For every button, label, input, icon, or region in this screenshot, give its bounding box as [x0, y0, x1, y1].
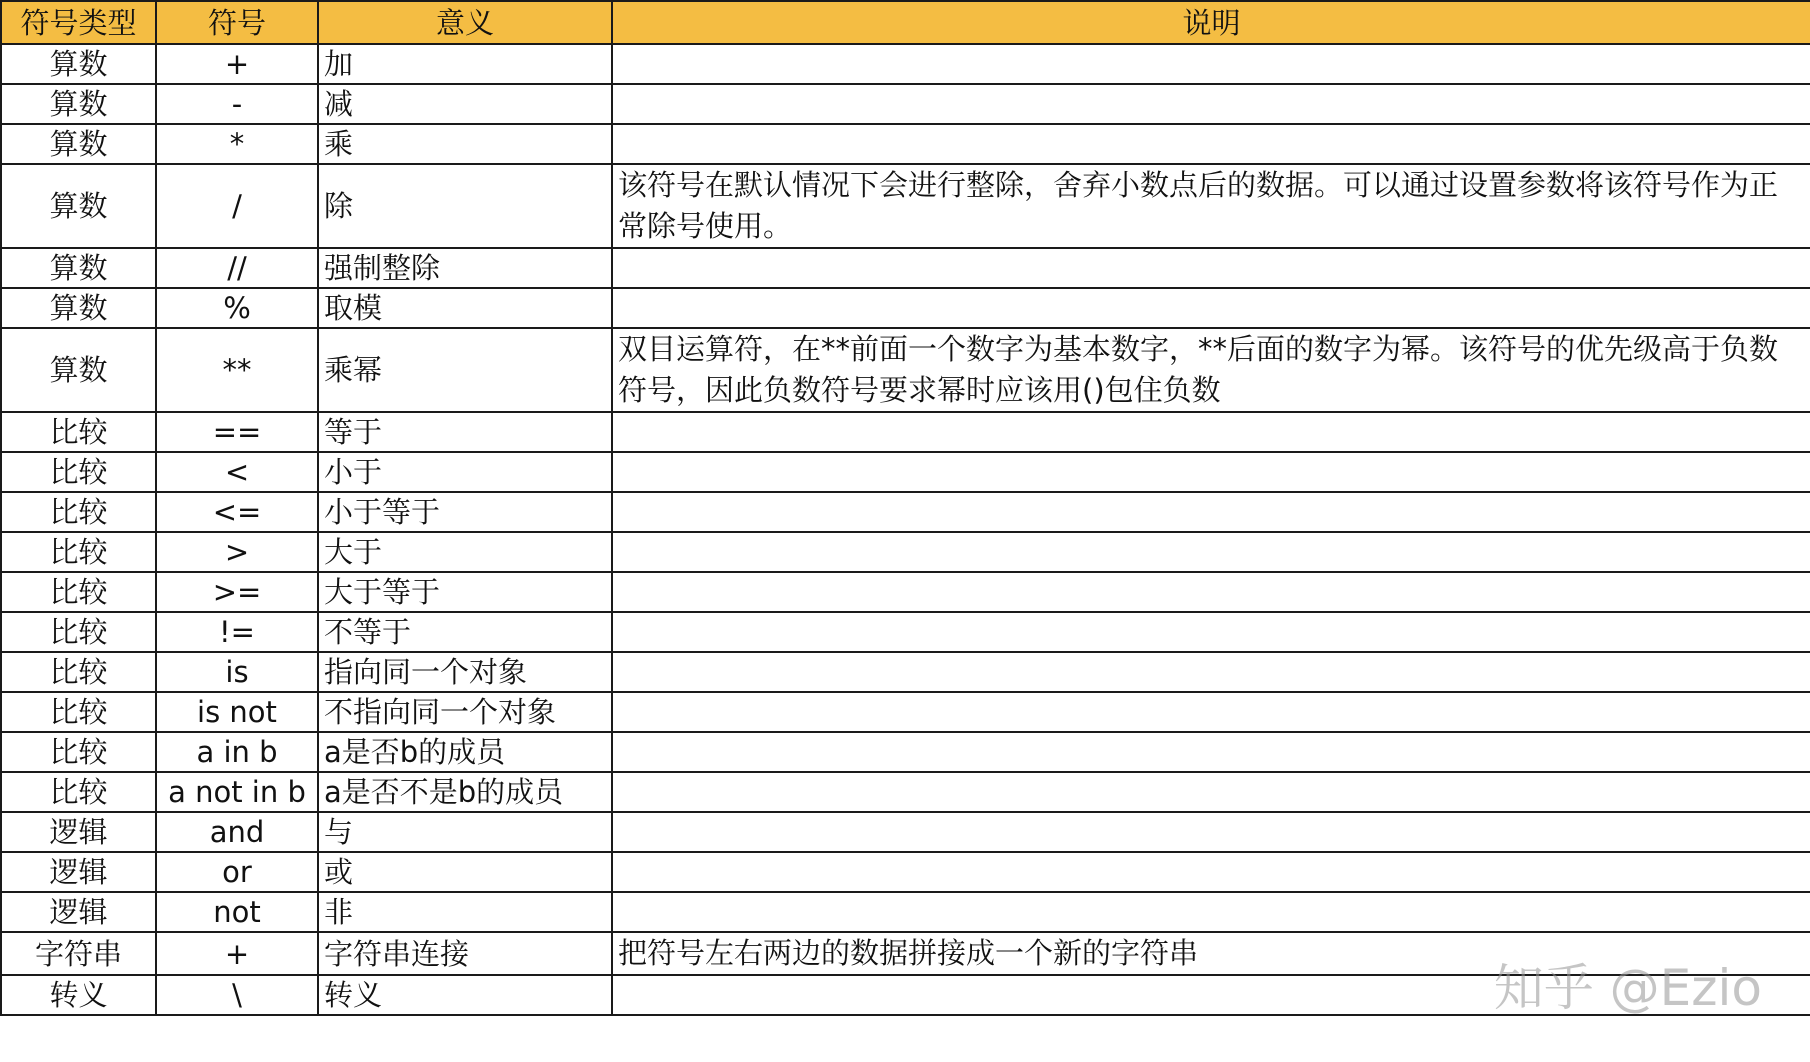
cell-description: [612, 812, 1810, 852]
cell-description: 该符号在默认情况下会进行整除，舍弃小数点后的数据。可以通过设置参数将该符号作为正常除号使用。: [612, 164, 1810, 248]
cell-description: [612, 492, 1810, 532]
cell-description: [612, 452, 1810, 492]
header-row: [1, 1, 1810, 44]
table-row: [1, 248, 1810, 288]
cell-description: [612, 288, 1810, 328]
cell-type: 比较: [1, 692, 156, 732]
cell-type: 比较: [1, 492, 156, 532]
cell-type: 比较: [1, 572, 156, 612]
cell-meaning: 不等于: [318, 612, 612, 652]
header-description: 说明: [612, 1, 1810, 44]
cell-meaning: a是否不是b的成员: [318, 772, 612, 812]
cell-meaning: 大于: [318, 532, 612, 572]
table-row: [1, 692, 1810, 732]
cell-meaning: a是否b的成员: [318, 732, 612, 772]
header-type: 符号类型: [1, 1, 156, 44]
cell-symbol: **: [156, 328, 318, 412]
cell-description: [612, 44, 1810, 84]
table-row: [1, 328, 1810, 412]
table-row: [1, 288, 1810, 328]
cell-symbol: or: [156, 852, 318, 892]
cell-type: 算数: [1, 248, 156, 288]
cell-description: [612, 772, 1810, 812]
cell-meaning: 小于: [318, 452, 612, 492]
table-row: [1, 452, 1810, 492]
table-row: [1, 892, 1810, 932]
cell-type: 算数: [1, 328, 156, 412]
cell-type: 逻辑: [1, 812, 156, 852]
cell-meaning: 强制整除: [318, 248, 612, 288]
cell-meaning: 字符串连接: [318, 932, 612, 975]
cell-type: 比较: [1, 532, 156, 572]
cell-type: 转义: [1, 975, 156, 1015]
cell-symbol: +: [156, 932, 318, 975]
cell-symbol: !=: [156, 612, 318, 652]
cell-description: [612, 612, 1810, 652]
cell-type: 算数: [1, 164, 156, 248]
cell-meaning: 乘幂: [318, 328, 612, 412]
cell-meaning: 小于等于: [318, 492, 612, 532]
cell-meaning: 指向同一个对象: [318, 652, 612, 692]
cell-description: [612, 412, 1810, 452]
cell-symbol: ==: [156, 412, 318, 452]
cell-description: [612, 652, 1810, 692]
table-row: [1, 572, 1810, 612]
cell-meaning: 取模: [318, 288, 612, 328]
cell-symbol: +: [156, 44, 318, 84]
cell-symbol: a in b: [156, 732, 318, 772]
cell-description: [612, 732, 1810, 772]
cell-type: 比较: [1, 652, 156, 692]
cell-description: [612, 975, 1810, 1015]
cell-type: 比较: [1, 772, 156, 812]
watermark: 知乎 @Ezio: [1493, 959, 1762, 1017]
cell-meaning: 不指向同一个对象: [318, 692, 612, 732]
table-row: [1, 932, 1810, 975]
cell-type: 比较: [1, 612, 156, 652]
cell-symbol: -: [156, 84, 318, 124]
cell-symbol: *: [156, 124, 318, 164]
cell-meaning: 等于: [318, 412, 612, 452]
table-row: [1, 812, 1810, 852]
cell-type: 比较: [1, 412, 156, 452]
cell-description: [612, 852, 1810, 892]
cell-meaning: 转义: [318, 975, 612, 1015]
header-symbol: 符号: [156, 1, 318, 44]
cell-meaning: 或: [318, 852, 612, 892]
cell-description: [612, 84, 1810, 124]
cell-meaning: 加: [318, 44, 612, 84]
table-row: [1, 492, 1810, 532]
table-row: [1, 975, 1810, 1015]
cell-symbol: %: [156, 288, 318, 328]
cell-type: 算数: [1, 84, 156, 124]
cell-symbol: <: [156, 452, 318, 492]
table-row: [1, 532, 1810, 572]
cell-symbol: >: [156, 532, 318, 572]
cell-description: [612, 532, 1810, 572]
cell-meaning: 减: [318, 84, 612, 124]
cell-symbol: //: [156, 248, 318, 288]
table-row: [1, 732, 1810, 772]
cell-symbol: \: [156, 975, 318, 1015]
cell-type: 算数: [1, 44, 156, 84]
cell-symbol: >=: [156, 572, 318, 612]
cell-symbol: /: [156, 164, 318, 248]
cell-meaning: 大于等于: [318, 572, 612, 612]
table-row: [1, 124, 1810, 164]
cell-description: [612, 124, 1810, 164]
cell-symbol: a not in b: [156, 772, 318, 812]
cell-meaning: 除: [318, 164, 612, 248]
cell-type: 字符串: [1, 932, 156, 975]
header-meaning: 意义: [318, 1, 612, 44]
cell-type: 逻辑: [1, 852, 156, 892]
cell-meaning: 乘: [318, 124, 612, 164]
cell-type: 比较: [1, 732, 156, 772]
cell-type: 算数: [1, 288, 156, 328]
table-row: [1, 164, 1810, 248]
cell-type: 算数: [1, 124, 156, 164]
table-row: [1, 44, 1810, 84]
cell-symbol: not: [156, 892, 318, 932]
cell-description: [612, 692, 1810, 732]
cell-symbol: is not: [156, 692, 318, 732]
cell-meaning: 与: [318, 812, 612, 852]
cell-description: [612, 248, 1810, 288]
cell-meaning: 非: [318, 892, 612, 932]
cell-symbol: and: [156, 812, 318, 852]
table-row: [1, 852, 1810, 892]
cell-symbol: is: [156, 652, 318, 692]
cell-type: 逻辑: [1, 892, 156, 932]
table-row: [1, 412, 1810, 452]
table-row: [1, 612, 1810, 652]
cell-symbol: <=: [156, 492, 318, 532]
cell-description: [612, 892, 1810, 932]
cell-description: [612, 572, 1810, 612]
cell-description: 把符号左右两边的数据拼接成一个新的字符串: [612, 932, 1810, 975]
table-row: [1, 84, 1810, 124]
cell-description: 双目运算符，在**前面一个数字为基本数字，**后面的数字为幂。该符号的优先级高于负数符号，因此负数符号要求幂时应该用()包住负数: [612, 328, 1810, 412]
table-row: [1, 652, 1810, 692]
cell-type: 比较: [1, 452, 156, 492]
table-row: [1, 772, 1810, 812]
